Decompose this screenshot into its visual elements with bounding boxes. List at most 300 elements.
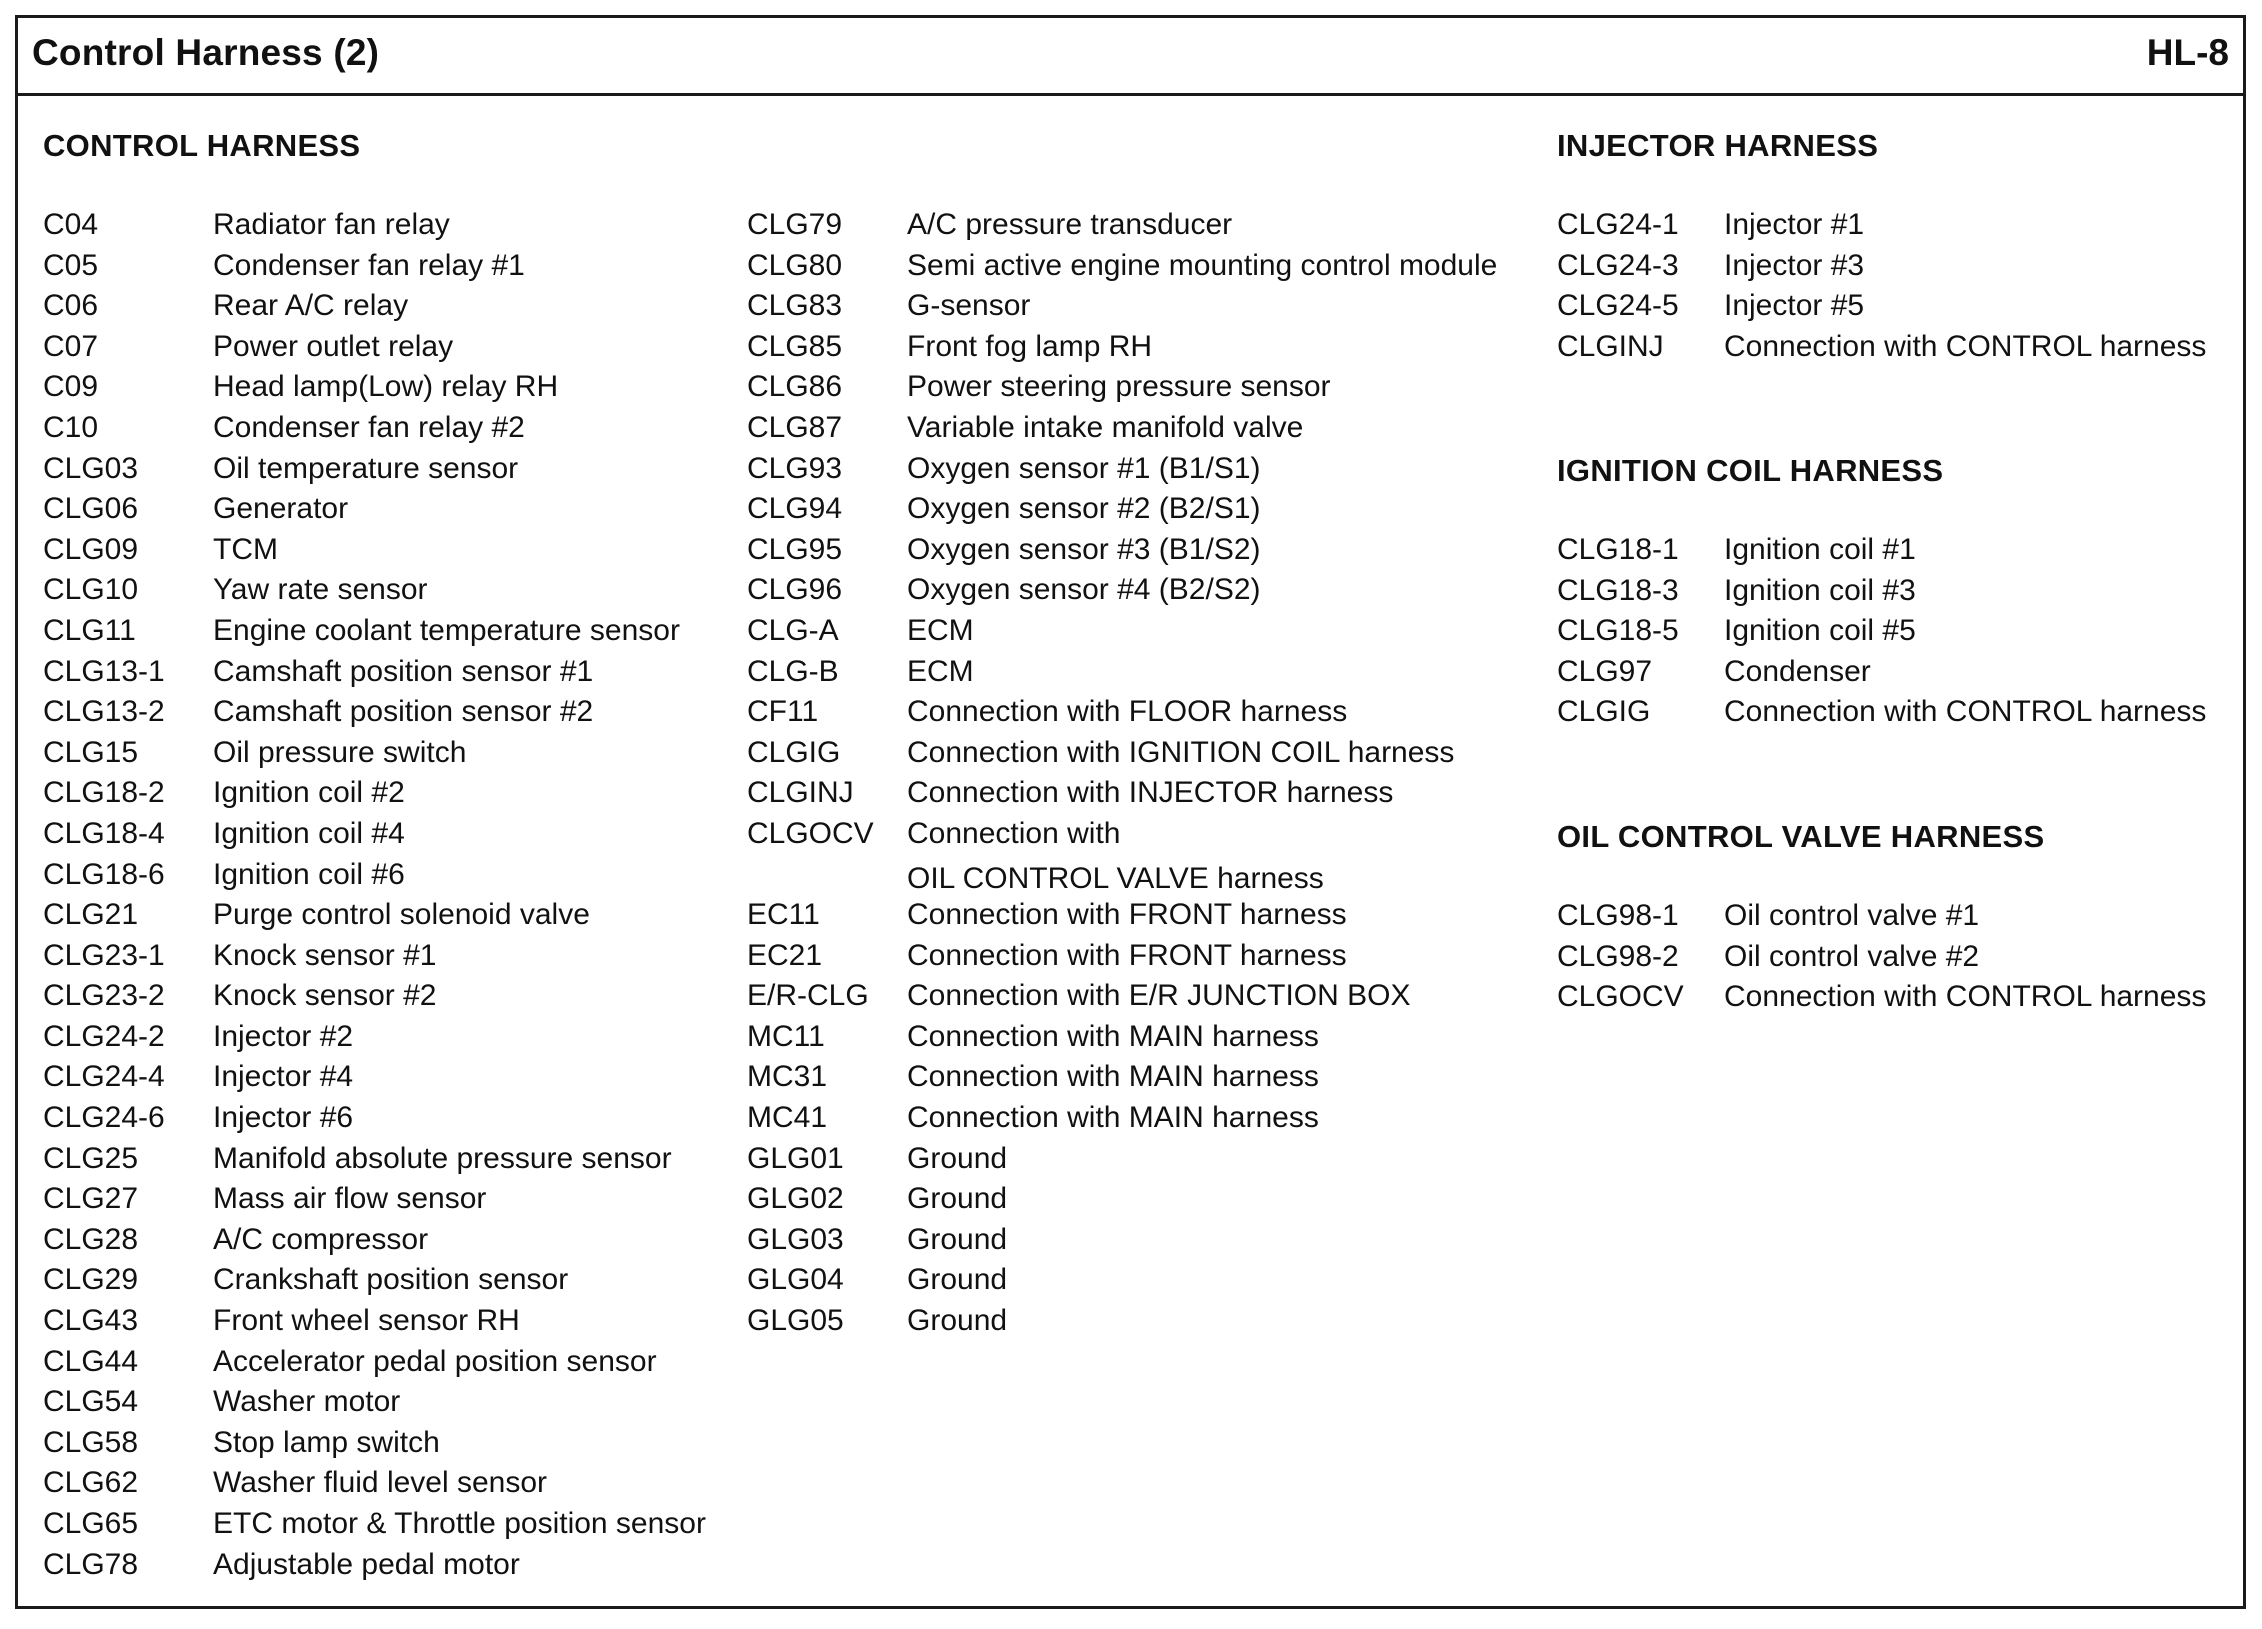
connector-description xyxy=(907,1060,1319,1094)
connector-description xyxy=(213,1304,520,1338)
list-item xyxy=(1557,940,2237,981)
connector-description xyxy=(907,492,1261,526)
connector-description-line: Injector #3 xyxy=(1724,248,1865,282)
connector-description-line: Condenser fan relay #1 xyxy=(213,248,525,282)
list-item xyxy=(43,1466,743,1507)
connector-description-line: Ground xyxy=(907,1304,1008,1338)
connector-description xyxy=(213,1385,400,1419)
list-item xyxy=(43,208,743,249)
connector-description-line: A/C compressor xyxy=(213,1222,429,1256)
list-item xyxy=(43,249,743,290)
connector-description-line: Ignition coil #1 xyxy=(1724,533,1916,566)
list-item xyxy=(43,939,743,980)
connector-description-line: Connection with CONTROL harness xyxy=(1724,695,2207,729)
connector-description-line: Oil control valve #2 xyxy=(1724,939,1980,973)
connector-description-line: Washer motor xyxy=(213,1385,401,1419)
list-item xyxy=(1557,208,2237,249)
list-item xyxy=(1557,980,2237,1021)
connector-description xyxy=(1724,614,1916,648)
connector-code: CLG83 xyxy=(747,289,843,323)
connector-code: CLGINJ xyxy=(1557,329,1664,363)
list-item xyxy=(747,533,1547,574)
connector-code: CLG25 xyxy=(43,1141,139,1175)
connector-code: GLG05 xyxy=(747,1304,844,1338)
list-item xyxy=(43,1426,743,1467)
connector-code: C07 xyxy=(43,329,99,363)
list-item xyxy=(1557,574,2237,615)
connector-description xyxy=(213,370,558,404)
list-item xyxy=(43,1507,743,1548)
injector-harness-heading: INJECTOR HARNESS xyxy=(1557,128,1879,163)
connector-code: C06 xyxy=(43,289,99,323)
connector-code: CLG80 xyxy=(747,248,843,282)
control-harness-heading: CONTROL HARNESS xyxy=(43,128,361,163)
connector-description xyxy=(213,939,436,973)
list-item xyxy=(747,1223,1547,1264)
connector-description-line: Oil temperature sensor xyxy=(213,451,519,485)
list-item xyxy=(43,776,743,817)
list-item xyxy=(747,1263,1547,1304)
connector-description xyxy=(213,695,593,729)
connector-description-line: Ignition coil #3 xyxy=(1724,573,1916,607)
connector-description-line: OIL CONTROL VALVE harness xyxy=(907,861,1324,895)
connector-description-line: Generator xyxy=(213,492,349,526)
connector-description xyxy=(907,330,1152,364)
connector-description-line: ECM xyxy=(907,613,974,647)
connector-description xyxy=(213,1345,657,1379)
connector-description-line: Condenser xyxy=(1724,654,1871,688)
connector-description xyxy=(213,1426,440,1460)
connector-description xyxy=(213,1466,547,1500)
connector-code: CLG44 xyxy=(43,1344,139,1378)
connector-code: CLG24-5 xyxy=(1557,289,1679,323)
connector-description xyxy=(1724,330,2206,364)
connector-code: C09 xyxy=(43,370,99,404)
connector-description xyxy=(213,614,680,648)
list-item xyxy=(747,1101,1547,1142)
connector-code: CLGOCV xyxy=(747,816,874,850)
list-item xyxy=(747,614,1547,655)
connector-description xyxy=(907,289,1030,323)
connector-code: CLG24-3 xyxy=(1557,248,1679,282)
connector-code: CLG-A xyxy=(747,613,839,647)
connector-code: CLG96 xyxy=(747,573,843,607)
connector-description-line: Connection with xyxy=(907,816,1121,850)
list-item xyxy=(747,695,1547,736)
list-item xyxy=(43,330,743,371)
oil-control-valve-harness-heading: OIL CONTROL VALVE HARNESS xyxy=(1557,819,2045,854)
connector-code: CLG79 xyxy=(747,208,843,241)
connector-description-line: ECM xyxy=(907,654,974,688)
connector-code: EC11 xyxy=(747,898,820,932)
connector-description xyxy=(907,452,1261,486)
connector-code: CLG03 xyxy=(43,451,139,485)
connector-code: CLG98-2 xyxy=(1557,939,1679,973)
connector-description-line: Camshaft position sensor #1 xyxy=(213,654,594,688)
connector-code: CLG10 xyxy=(43,573,139,607)
list-item xyxy=(1557,655,2237,696)
list-item xyxy=(747,411,1547,452)
connector-description xyxy=(213,452,518,486)
connector-description xyxy=(213,1142,672,1176)
list-item xyxy=(43,533,743,574)
connector-code: E/R-CLG xyxy=(747,979,869,1013)
page-title: Control Harness (2) xyxy=(32,32,380,73)
connector-description xyxy=(213,1548,520,1582)
connector-code: C04 xyxy=(43,208,99,241)
connector-code: CLG87 xyxy=(747,410,843,444)
connector-code: CLGINJ xyxy=(747,776,854,810)
connector-description-line: Connection with CONTROL harness xyxy=(1724,329,2207,363)
connector-code: CLG24-1 xyxy=(1557,208,1679,241)
connector-description xyxy=(907,411,1303,445)
connector-code: CLG86 xyxy=(747,370,843,404)
connector-description-line: Engine coolant temperature sensor xyxy=(213,613,680,647)
connector-code: CLG65 xyxy=(43,1507,139,1540)
connector-code: CLG11 xyxy=(43,613,136,647)
list-item xyxy=(747,736,1547,777)
connector-description-line: Purge control solenoid valve xyxy=(213,898,590,932)
connector-code: CLG95 xyxy=(747,532,843,566)
list-item xyxy=(43,614,743,655)
list-item xyxy=(747,249,1547,290)
connector-description-line: Knock sensor #1 xyxy=(213,938,437,972)
list-item xyxy=(747,1142,1547,1183)
list-item xyxy=(1557,533,2237,574)
list-item xyxy=(1557,289,2237,330)
list-item xyxy=(43,695,743,736)
connector-code: CLG54 xyxy=(43,1385,139,1419)
list-item xyxy=(43,370,743,411)
oil-control-valve-harness-list xyxy=(1557,899,2237,1021)
connector-description-line: Connection with MAIN harness xyxy=(907,1060,1319,1094)
connector-code: CLG18-6 xyxy=(43,857,165,891)
page-id: HL-8 xyxy=(2146,32,2229,73)
list-item xyxy=(1557,899,2237,940)
connector-description xyxy=(213,289,408,323)
injector-harness-list xyxy=(1557,208,2237,370)
connector-code: CLG62 xyxy=(43,1466,139,1500)
connector-description xyxy=(907,776,1393,810)
connector-description xyxy=(907,208,1232,242)
connector-description xyxy=(213,1101,353,1135)
list-item xyxy=(747,1182,1547,1223)
connector-description xyxy=(907,979,1410,1013)
connector-code: CLG78 xyxy=(43,1547,139,1581)
connector-description xyxy=(213,573,428,607)
connector-description-line: G-sensor xyxy=(907,289,1031,323)
control-harness-list-col1 xyxy=(43,208,743,1588)
connector-code: CLG18-2 xyxy=(43,776,165,810)
list-item xyxy=(747,1304,1547,1345)
list-item xyxy=(43,979,743,1020)
connector-description-line: Front fog lamp RH xyxy=(907,329,1153,363)
list-item xyxy=(747,1060,1547,1101)
list-item xyxy=(747,898,1547,939)
connector-code: CLG29 xyxy=(43,1263,139,1297)
list-item xyxy=(43,411,743,452)
connector-description-line: A/C pressure transducer xyxy=(907,208,1233,241)
connector-code: CLG-B xyxy=(747,654,839,688)
connector-code: GLG03 xyxy=(747,1222,844,1256)
list-item xyxy=(43,1060,743,1101)
connector-description xyxy=(907,655,974,689)
connector-description xyxy=(213,858,405,892)
connector-description xyxy=(907,573,1261,607)
connector-description-line: Knock sensor #2 xyxy=(213,979,437,1013)
connector-description xyxy=(213,1060,353,1094)
connector-code: CLG24-2 xyxy=(43,1019,165,1053)
connector-description xyxy=(213,1020,353,1054)
connector-code: CLGOCV xyxy=(1557,980,1684,1014)
connector-description-line: Oxygen sensor #1 (B1/S1) xyxy=(907,451,1261,485)
connector-description xyxy=(213,208,450,242)
connector-description-line: Adjustable pedal motor xyxy=(213,1547,520,1581)
connector-description-line: Washer fluid level sensor xyxy=(213,1466,548,1500)
list-item xyxy=(747,492,1547,533)
connector-code: CF11 xyxy=(747,695,819,729)
connector-description-line: Connection with MAIN harness xyxy=(907,1019,1319,1053)
list-item xyxy=(43,898,743,939)
connector-description xyxy=(213,898,590,932)
connector-description-line: Mass air flow sensor xyxy=(213,1182,487,1216)
connector-code: CLG18-1 xyxy=(1557,533,1679,566)
connector-description-line: Front wheel sensor RH xyxy=(213,1304,520,1338)
connector-description xyxy=(907,1263,1007,1297)
list-item xyxy=(747,452,1547,493)
connector-description-line: Connection with INJECTOR harness xyxy=(907,776,1394,810)
connector-description xyxy=(213,1223,428,1257)
connector-code: CLGIG xyxy=(747,735,841,769)
connector-description-line: Injector #4 xyxy=(213,1060,354,1094)
connector-code: CLG93 xyxy=(747,451,843,485)
list-item xyxy=(1557,249,2237,290)
connector-description-line: ETC motor & Throttle position sensor xyxy=(213,1507,706,1540)
connector-description xyxy=(213,249,525,283)
connector-description-line: Yaw rate sensor xyxy=(213,573,428,607)
connector-code: CLG24-4 xyxy=(43,1060,165,1094)
connector-description-line: Crankshaft position sensor xyxy=(213,1263,569,1297)
connector-description xyxy=(1724,980,2206,1014)
connector-code: C05 xyxy=(43,248,99,282)
connector-description-line: Connection with MAIN harness xyxy=(907,1101,1319,1135)
connector-description xyxy=(213,1507,706,1541)
connector-description xyxy=(213,492,348,526)
connector-description xyxy=(213,736,466,770)
connector-description-line: Camshaft position sensor #2 xyxy=(213,695,594,729)
connector-description-line: Injector #2 xyxy=(213,1019,354,1053)
list-item xyxy=(43,1548,743,1589)
connector-description-line: Condenser fan relay #2 xyxy=(213,410,525,444)
connector-code: CLG97 xyxy=(1557,654,1653,688)
connector-description xyxy=(907,1101,1319,1135)
connector-description-line: Ground xyxy=(907,1182,1008,1216)
title-bar xyxy=(18,18,2243,96)
connector-description xyxy=(213,411,525,445)
connector-description-line: Injector #6 xyxy=(213,1101,354,1135)
connector-description xyxy=(907,898,1347,932)
connector-description-line: Oil control valve #1 xyxy=(1724,899,1980,932)
connector-description xyxy=(907,1223,1007,1257)
connector-description xyxy=(213,1182,486,1216)
connector-description-line: Accelerator pedal position sensor xyxy=(213,1344,657,1378)
connector-code: CLG18-4 xyxy=(43,816,165,850)
connector-code: MC41 xyxy=(747,1101,828,1135)
list-item xyxy=(43,1345,743,1386)
connector-description xyxy=(907,736,1454,770)
connector-description xyxy=(213,776,405,810)
connector-code: CLG85 xyxy=(747,329,843,363)
connector-description xyxy=(1724,574,1916,608)
connector-description-line: Connection with FRONT harness xyxy=(907,898,1347,932)
connector-code: CLG15 xyxy=(43,735,139,769)
connector-description-line: Connection with FLOOR harness xyxy=(907,695,1348,729)
connector-description xyxy=(213,817,405,851)
connector-description xyxy=(1724,249,1864,283)
list-item xyxy=(43,1263,743,1304)
connector-code: C10 xyxy=(43,410,99,444)
connector-description-line: Ground xyxy=(907,1263,1008,1297)
connector-description xyxy=(907,1304,1007,1338)
connector-code: CLGIG xyxy=(1557,695,1651,729)
connector-description xyxy=(213,533,278,567)
connector-description xyxy=(907,370,1331,404)
connector-code: CLG18-3 xyxy=(1557,573,1679,607)
connector-description-line: Connection with E/R JUNCTION BOX xyxy=(907,979,1411,1013)
list-item xyxy=(43,1304,743,1345)
connector-description-line: Injector #1 xyxy=(1724,208,1865,241)
connector-description xyxy=(907,817,1324,896)
list-item xyxy=(43,573,743,614)
connector-description-line: Radiator fan relay xyxy=(213,208,450,241)
connector-code: CLG06 xyxy=(43,492,139,526)
connector-description-line: Oxygen sensor #3 (B1/S2) xyxy=(907,532,1261,566)
connector-code: CLG94 xyxy=(747,492,843,526)
connector-description-line: Connection with FRONT harness xyxy=(907,938,1347,972)
list-item xyxy=(43,1223,743,1264)
connector-description-line: TCM xyxy=(213,532,278,566)
connector-description-line: Injector #5 xyxy=(1724,289,1865,323)
connector-description-line: Oxygen sensor #2 (B2/S1) xyxy=(907,492,1261,526)
connector-description xyxy=(907,1182,1007,1216)
connector-code: CLG13-2 xyxy=(43,695,165,729)
list-item xyxy=(747,817,1547,898)
connector-description xyxy=(1724,695,2206,729)
connector-description xyxy=(1724,899,1979,933)
connector-code: EC21 xyxy=(747,938,823,972)
connector-code: MC11 xyxy=(747,1019,825,1053)
connector-description-line: Ignition coil #2 xyxy=(213,776,405,810)
connector-description-line: Ground xyxy=(907,1141,1008,1175)
list-item xyxy=(43,1101,743,1142)
connector-description-line: Power outlet relay xyxy=(213,329,454,363)
connector-description-line: Variable intake manifold valve xyxy=(907,410,1304,444)
connector-description xyxy=(1724,655,1871,689)
connector-code: CLG58 xyxy=(43,1425,139,1459)
list-item xyxy=(43,817,743,858)
connector-code: CLG98-1 xyxy=(1557,899,1679,932)
connector-code: CLG28 xyxy=(43,1222,139,1256)
connector-description-line: Ignition coil #4 xyxy=(213,816,405,850)
connector-description xyxy=(213,1263,568,1297)
list-item xyxy=(747,776,1547,817)
list-item xyxy=(43,1182,743,1223)
connector-description xyxy=(907,1020,1319,1054)
connector-description xyxy=(1724,533,1916,567)
list-item xyxy=(43,289,743,330)
list-item xyxy=(1557,330,2237,371)
connector-description-line: Ignition coil #5 xyxy=(1724,614,1916,648)
connector-description xyxy=(213,655,593,689)
ignition-coil-harness-list xyxy=(1557,533,2237,736)
list-item xyxy=(747,655,1547,696)
connector-code: CLG18-5 xyxy=(1557,614,1679,648)
list-item xyxy=(747,208,1547,249)
list-item xyxy=(43,858,743,899)
list-item xyxy=(747,939,1547,980)
connector-code: GLG02 xyxy=(747,1182,844,1216)
connector-description xyxy=(907,695,1347,729)
list-item xyxy=(1557,614,2237,655)
connector-description xyxy=(1724,208,1864,242)
list-item xyxy=(747,370,1547,411)
connector-code: CLG43 xyxy=(43,1304,139,1338)
connector-code: CLG09 xyxy=(43,532,139,566)
list-item xyxy=(747,1020,1547,1061)
connector-description-line: Semi active engine mounting control module xyxy=(907,248,1498,282)
connector-code: GLG04 xyxy=(747,1263,844,1297)
connector-code: CLG21 xyxy=(43,898,139,932)
connector-description-line: Ignition coil #6 xyxy=(213,857,405,891)
connector-description-line: Power steering pressure sensor xyxy=(907,370,1331,404)
control-harness-list-col2 xyxy=(747,208,1547,1345)
connector-description-line: Ground xyxy=(907,1222,1008,1256)
connector-description xyxy=(1724,289,1864,323)
list-item xyxy=(43,736,743,777)
list-item xyxy=(43,1020,743,1061)
connector-code: CLG27 xyxy=(43,1182,139,1216)
connector-description xyxy=(907,614,974,648)
connector-description-line: Oil pressure switch xyxy=(213,735,467,769)
connector-description-line: Oxygen sensor #4 (B2/S2) xyxy=(907,573,1261,607)
list-item xyxy=(747,573,1547,614)
list-item xyxy=(747,330,1547,371)
ignition-coil-harness-heading: IGNITION COIL HARNESS xyxy=(1557,453,1944,488)
connector-description xyxy=(213,330,453,364)
connector-code: CLG24-6 xyxy=(43,1101,165,1135)
list-item xyxy=(43,655,743,696)
list-item xyxy=(747,979,1547,1020)
connector-description-line: Stop lamp switch xyxy=(213,1425,440,1459)
list-item xyxy=(43,1142,743,1183)
connector-description-line: Rear A/C relay xyxy=(213,289,409,323)
connector-description xyxy=(907,939,1347,973)
connector-description-line: Connection with CONTROL harness xyxy=(1724,980,2207,1014)
connector-description xyxy=(907,1142,1007,1176)
list-item xyxy=(747,289,1547,330)
connector-description xyxy=(1724,940,1979,974)
connector-code: GLG01 xyxy=(747,1141,844,1175)
connector-description xyxy=(907,249,1497,283)
list-item xyxy=(43,452,743,493)
list-item xyxy=(1557,695,2237,736)
connector-description-line: Connection with IGNITION COIL harness xyxy=(907,735,1455,769)
connector-description xyxy=(213,979,436,1013)
connector-description xyxy=(907,533,1261,567)
connector-description-line: Manifold absolute pressure sensor xyxy=(213,1141,672,1175)
list-item xyxy=(43,492,743,533)
connector-code: CLG13-1 xyxy=(43,654,165,688)
